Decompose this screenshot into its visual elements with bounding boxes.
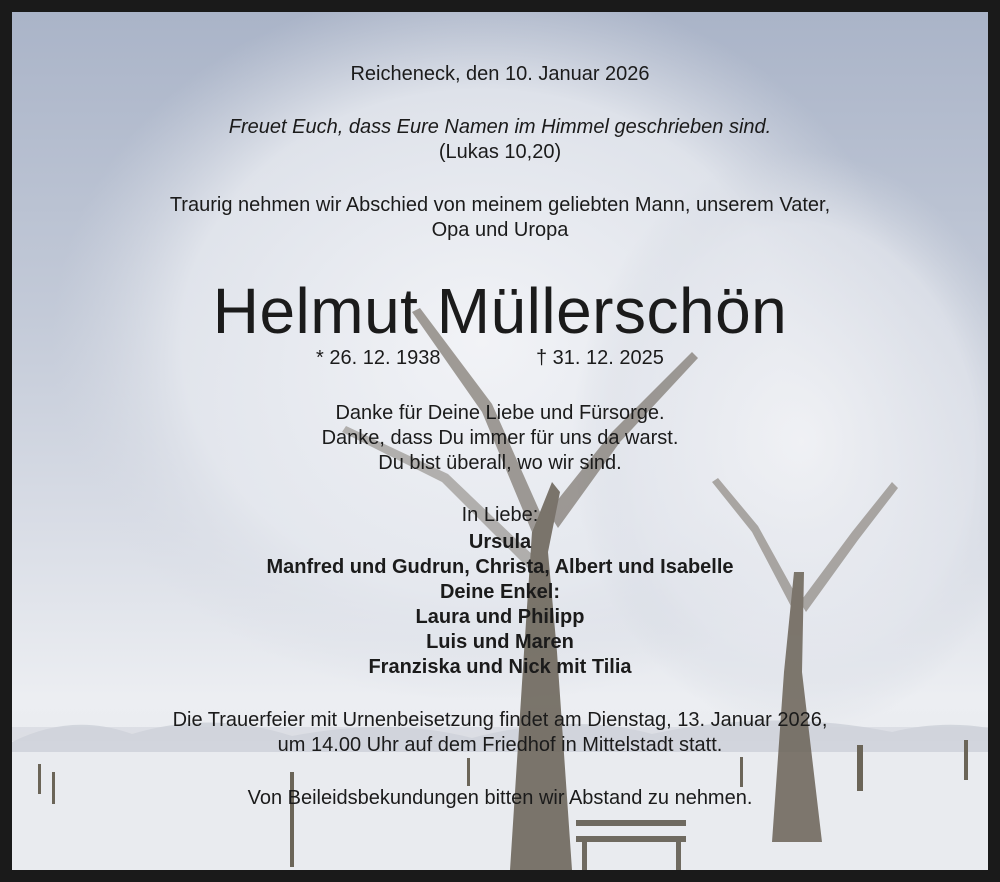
- mourners-intro: In Liebe:: [461, 504, 539, 526]
- intro-line-2: Opa und Uropa: [431, 219, 569, 241]
- intro-line-1: Traurig nehmen wir Abschied von meinem geliebten Mann, unserem Vater,: [169, 194, 831, 216]
- ceremony-line-1: Die Trauerfeier mit Urnenbeisetzung findet am Dienstag, 13. Januar 2026,: [172, 709, 828, 731]
- mourner-line: Deine Enkel:: [439, 581, 561, 603]
- mourner-line: Manfred und Gudrun, Christa, Albert und Isabelle: [266, 556, 734, 578]
- death-date: † 31. 12. 2025: [536, 347, 664, 369]
- ceremony-line-2: um 14.00 Uhr auf dem Friedhof in Mittelstadt statt.: [277, 734, 723, 756]
- bible-verse: Freuet Euch, dass Eure Namen im Himmel geschrieben sind.: [228, 116, 772, 138]
- deceased-name: Helmut Müllerschön: [212, 275, 788, 347]
- thanks-line-3: Du bist überall, wo wir sind.: [378, 452, 622, 474]
- mourner-line: Laura und Philipp: [415, 606, 585, 628]
- notice-text: [12, 12, 988, 870]
- mourner-line: Franziska und Nick mit Tilia: [368, 656, 632, 678]
- birth-date: * 26. 12. 1938: [316, 347, 441, 369]
- thanks-line-1: Danke für Deine Liebe und Fürsorge.: [335, 402, 665, 424]
- place-and-date: Reicheneck, den 10. Januar 2026: [350, 63, 650, 85]
- closing-note: Von Beileidsbekundungen bitten wir Abstand zu nehmen.: [247, 787, 753, 809]
- bible-verse-reference: (Lukas 10,20): [438, 141, 562, 163]
- mourner-line: Ursula: [468, 531, 532, 553]
- mourner-line: Luis und Maren: [426, 631, 574, 653]
- thanks-line-2: Danke, dass Du immer für uns da warst.: [321, 427, 679, 449]
